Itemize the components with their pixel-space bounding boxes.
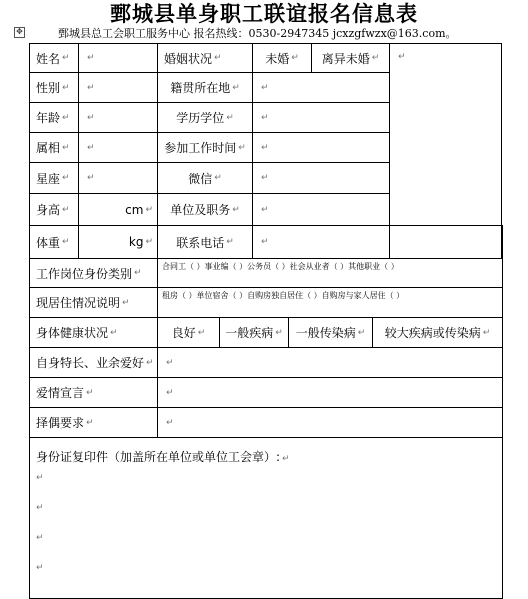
- health-major-option[interactable]: 较大疾病或传染病 ↵: [372, 317, 503, 348]
- page-title: 鄄城县单身职工联谊报名信息表: [110, 1, 418, 26]
- love-label-cell: 爱情宣言 ↵: [29, 377, 158, 408]
- education-field[interactable]: ↵: [252, 102, 390, 133]
- id-copy-area[interactable]: [29, 437, 503, 599]
- table-anchor-icon[interactable]: ✥: [14, 27, 25, 38]
- zodiac-field[interactable]: ↵: [78, 132, 158, 163]
- paragraph-marks: ↵ ↵ ↵ ↵: [36, 473, 44, 573]
- constellation-field[interactable]: ↵: [78, 162, 158, 194]
- page-subtitle: 鄄城县总工会职工服务中心 报名热线：0530-2947345 jcxzgfwzx@163.com。: [58, 27, 457, 40]
- hobby-field[interactable]: ↵: [157, 347, 503, 378]
- unit-field[interactable]: ↵: [252, 193, 390, 226]
- love-field[interactable]: ↵: [157, 377, 503, 408]
- job-type-label-cell: 工作岗位身份类别 ↵: [29, 258, 158, 288]
- photo-cell: ↵: [389, 43, 502, 259]
- marital-label-cell: 婚姻状况 ↵: [157, 43, 253, 73]
- constellation-label-cell: 星座 ↵: [29, 162, 79, 194]
- phone-field[interactable]: ↵: [252, 225, 503, 259]
- marital-label: 婚姻状况: [164, 51, 213, 66]
- partner-field[interactable]: ↵: [157, 407, 503, 438]
- age-field[interactable]: ↵: [78, 102, 158, 133]
- unmarried-option[interactable]: 未婚 ↵: [252, 43, 312, 73]
- residence-label-cell: 现居住情况说明 ↵: [29, 287, 158, 318]
- hobby-label-cell: 自身特长、业余爱好 ↵: [29, 347, 158, 378]
- age-label-cell: 年龄 ↵: [29, 102, 79, 133]
- id-copy-label: 身份证复印件（加盖所在单位或单位工会章）: ↵: [36, 450, 290, 464]
- health-good-option[interactable]: 良好 ↵: [157, 317, 220, 348]
- name-label-cell: 姓名 ↵: [29, 43, 79, 73]
- origin-field[interactable]: ↵: [252, 72, 390, 103]
- job-type-options[interactable]: 合同工（ ）事业编（ ）公务员（ ）社会从业者（ ）其他职业（ ）: [157, 258, 503, 288]
- gender-field[interactable]: ↵: [78, 72, 158, 103]
- zodiac-label-cell: 属相 ↵: [29, 132, 79, 163]
- name-field[interactable]: ↵: [78, 43, 158, 73]
- weight-field[interactable]: kg ↵: [78, 225, 158, 259]
- health-minor-option[interactable]: 一般疾病 ↵: [219, 317, 289, 348]
- height-field[interactable]: cm ↵: [78, 193, 158, 226]
- name-label: 姓名: [36, 51, 61, 66]
- work-start-field[interactable]: ↵: [252, 132, 390, 163]
- partner-label-cell: 择偶要求 ↵: [29, 407, 158, 438]
- gender-label-cell: 性别 ↵: [29, 72, 79, 103]
- health-label-cell: 身体健康状况 ↵: [29, 317, 158, 348]
- work-start-label-cell: 参加工作时间 ↵: [157, 132, 253, 163]
- health-infectious-option[interactable]: 一般传染病 ↵: [288, 317, 373, 348]
- wechat-field[interactable]: ↵: [252, 162, 390, 194]
- phone-label-cell: 联系电话 ↵: [157, 225, 253, 259]
- weight-label-cell: 体重 ↵: [29, 225, 79, 259]
- height-label-cell: 身高 ↵: [29, 193, 79, 226]
- residence-options[interactable]: 租房（ ）单位宿舍（ ）自购房独自居住（ ）自购房与家人居住（ ）: [157, 287, 503, 318]
- divorced-option[interactable]: 离异未婚 ↵: [311, 43, 390, 73]
- wechat-label-cell: 微信 ↵: [157, 162, 253, 194]
- unit-label-cell: 单位及职务 ↵: [157, 193, 253, 226]
- origin-label-cell: 籍贯所在地 ↵: [157, 72, 253, 103]
- education-label-cell: 学历学位 ↵: [157, 102, 253, 133]
